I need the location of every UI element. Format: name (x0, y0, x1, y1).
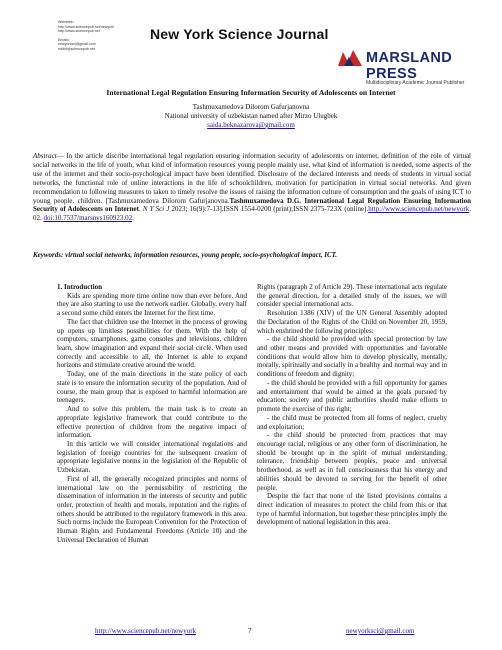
footer-left (95, 627, 196, 635)
marsland-press-logo-icon (336, 48, 364, 68)
author-name: Tashmuxamedova Dilorom Gafurjanovna (192, 103, 310, 111)
body-paragraph: The fact that children use the Internet in the process of growing up opens up limitless possibilities for them. With the help of computers, smartphones, game consoles and televisions, children learn, show imagination and expand their social circle. When used correctly and accessible to all, the Internet is able to expand horizons and stimulate creative around the world. (57, 317, 247, 370)
citation-title: Tashmuxamedova D.G. International Legal Regulation Ensuring Information Security of Adolescents on Internet (33, 196, 472, 214)
footer-right (346, 627, 414, 635)
author-email-link[interactable]: saida.beknazarova@gmail.com (207, 121, 295, 129)
right-column (257, 283, 447, 527)
journal-title: New York Science Journal (150, 26, 329, 42)
citation-doi-link[interactable]: doi:10.7537/marsnys160923.02 (43, 214, 133, 223)
body-paragraph: Resolution 1386 (XIV) of the UN General Assembly adopted the Declaration of the Rights of the Child on November 20, 1959, which enshrined the following principles: (257, 309, 447, 335)
principle-item: - the child should be protected from practices that may encourage racial, religious or any other form of discrimination, he should be brought up in the spirit of mutual understanding, tolerance, friendship between peoples, peace and universal brotherhood, as well as in full consciousness that his energy and abilities should be devoted to serving for the benefit of other people. (257, 431, 447, 492)
header-contact-line: http://www.sciencepub.net (58, 29, 100, 34)
citation-author: [Tashmuxamedova Dilorom Gafurjanovna. (105, 196, 230, 205)
abstract-label: Abstract (33, 152, 57, 160)
body-paragraph: Today, one of the main directions in the state policy of each state is to ensure the information security of the population. And of course, the main group that is exposed to harmful information are teenagers. (57, 370, 247, 405)
section-heading-introduction: 1. Introduction (57, 283, 102, 291)
header-contact-block (58, 20, 114, 52)
author-email-row (0, 121, 502, 130)
author-affiliation: National university of uzbekistan named after Mirzo Ulugbek (164, 112, 338, 120)
principle-item: - the child should be provided with a full opportunity for games and entertainment that would be aimed at the goals pursued by education; society and public authorities should make efforts to promote the exercise of this right; (257, 378, 447, 414)
left-column (57, 283, 247, 545)
body-paragraph: Despite the fact that none of the listed provisions contains a direct indication of measures to protect the child from this or that type of harmful information, but together these principles imply the development of national legislation in this area. (257, 492, 447, 527)
page-number: 7 (248, 627, 252, 635)
body-paragraph: Kids are spending more time online now than ever before. And they are also starting to use the network earlier. Globally, every half a second some child enters the Internet for the first time. (57, 291, 247, 318)
header-contact-line: editor@sciencepub.net (58, 46, 95, 51)
principle-item: - the child must be protected from all forms of neglect, cruelty and exploitation; (257, 413, 447, 431)
publisher-tagline: Multidisciplinary Academic Journal Publisher (366, 80, 465, 86)
publisher-name: MARSLAND PRESS (366, 50, 453, 82)
paper-title: International Legal Regulation Ensuring Information Security of Adolescents on Internet (106, 88, 396, 97)
citation-doi-tail: . (132, 214, 134, 223)
body-paragraph: And to solve this problem, the main task is to create an appropriate legislative framework that could contribute to the effective protection of children from the negative impact of information. (57, 405, 247, 440)
keywords: Keywords: virtual social networks, information resources, young people, socio-psychological impact, ICT. (33, 251, 338, 259)
publisher-block (366, 50, 502, 86)
abstract: Abstract— In the article discribe international legal regulation ensuring information security of adolescents on internet, definition of the role of virtual social networks in the life of youth, what kind of information resources young people mainly use, what kind of information is needed, some aspects of the use of the internet and their socio-psychological impact have been identified. Disclosure of the declared interests and needs of students in virtual social networks, the functional role of online interactions in the life of schoolchildren, motivation for participation in virtual social networks. And given recommendation to following measures to taken to timely resolve the issues of raising the information culture of consumption and the goals of using ICT to young people, children. [Tashmuxamedova Dilorom Gafurjanovna.Tashmuxamedova D.G. International Legal Regulation Ensuring Information Security of Adolescents on Internet. N Y Sci J 2023; 16(9):7-13].ISSN 1554-0200 (print);ISSN 2375-723X (online).http://www.sciencepub.net/newyork. 02. doi:10.7537/marsnys160923.02. (33, 152, 472, 223)
citation-details: 2023; 16(9):7-13].ISSN 1554-0200 (print);ISSN 2375-723X (online). (171, 205, 369, 214)
header-contact-line: http://www.sciencepub.net/newyork (58, 24, 115, 29)
body-paragraph: First of all, the generally recognized principles and norms of international law on the permissibility of restricting the dissemination of information in the interests of security and public order, protection of health and morals, reputation and the rights of others should be attributed to the regulatory framework in this area. Such norms include the European Convention for the Protection of Human Rights and Fundamental Freedoms (Article 10) and the Universal Declaration of Human (57, 474, 247, 544)
citation-url-link[interactable]: http://www.sciencepub.net/newyork (368, 205, 470, 214)
header-contact-line: Websites: (58, 20, 74, 24)
body-paragraph: Rights (paragraph 2 of Article 29). These international acts regulate the general direction, for a detailed study of the issues, we will consider special international acts. (257, 283, 447, 309)
body-paragraph: In this article we will consider international regulations and legislation of foreign countries for the subsequent creation of appropriate legislative norms in the legislation of the Republic of Uzbekistan. (57, 439, 247, 475)
header-contact-line: newyorksci@gmail.com (58, 42, 96, 47)
principle-item: - the child should be provided with special protection by law and other means and provided with opportunities and favorable conditions that would allow him to develop physically, mentally, morally, spiritually and socially in a healthy and normal way and in conditions of freedom and dignity; (257, 335, 447, 379)
citation-journal: N Y Sci J (142, 205, 170, 214)
footer-email-link[interactable]: newyorksci@gmail.com (346, 627, 415, 635)
citation-tail: . 02. (33, 205, 472, 223)
footer-url-link[interactable]: http://www.sciencepub.net/newyork (95, 627, 197, 635)
abstract-body: — In the article discribe international legal regulation ensuring information security of adolescents on internet, definition of the role of virtual social networks in the life of youth, what kind of information resources young people mainly use, what kind of information is needed, some aspects of the use of the internet and their socio-psychological impact have been identified. Disclosure of the declared interests and needs of students in virtual social networks, the functional role of online interactions in the life of schoolchildren, motivation for participation in virtual social networks. And given recommendation to following measures to taken to timely resolve the issues of raising the information culture of consumption and the goals of using ICT to young people, children. (33, 152, 471, 205)
header-contact-line: Emails: (58, 37, 70, 42)
